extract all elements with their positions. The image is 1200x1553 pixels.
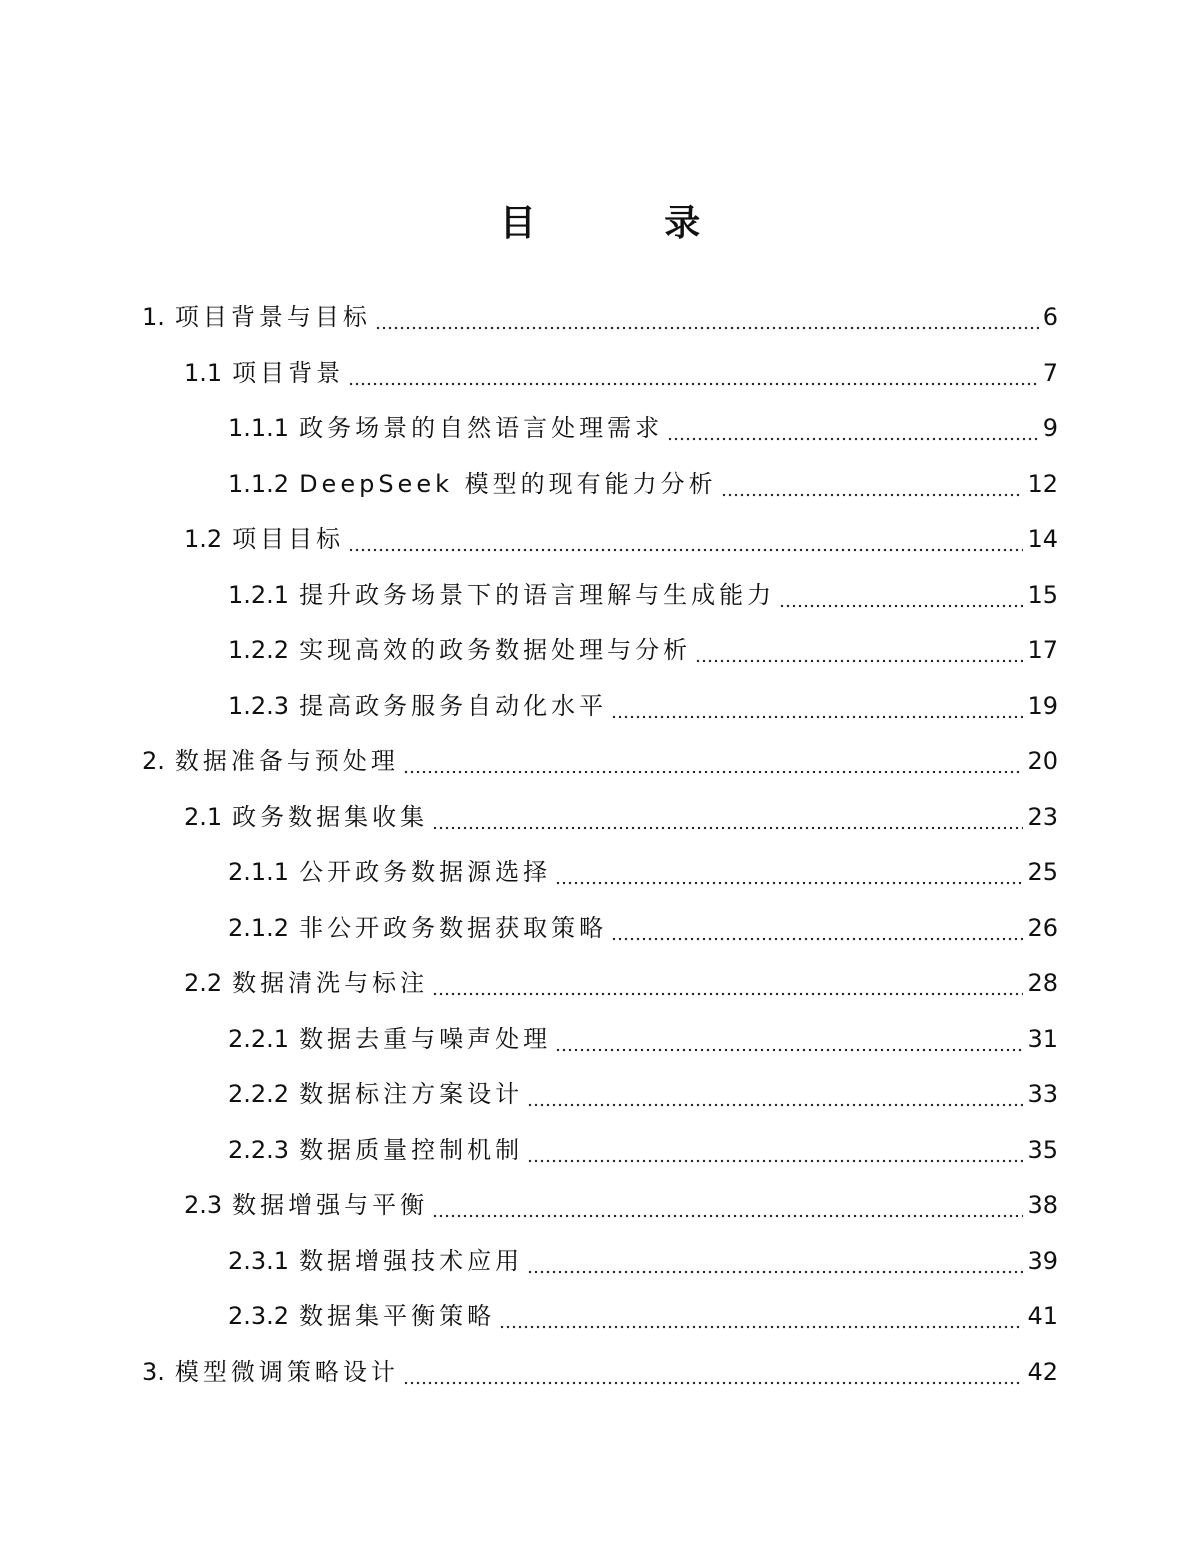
toc-entry-page-number: 31 (1027, 1024, 1058, 1053)
toc-entry-page-number: 17 (1027, 636, 1058, 664)
toc-entry[interactable] (228, 1125, 1058, 1165)
toc-entry[interactable] (228, 1291, 1058, 1331)
toc-entry-number: 1. (142, 303, 165, 331)
toc-dot-leader (667, 413, 1039, 443)
toc-dot-leader (432, 968, 1023, 998)
toc-entry-title: 政务数据集收集 (232, 802, 429, 831)
toc-entry-title: 数据准备与预处理 (174, 747, 399, 775)
page-title: 目 录 (499, 203, 759, 245)
toc-dot-leader (721, 469, 1024, 499)
toc-entry-page-number: 39 (1027, 1246, 1058, 1275)
toc-entry-title: 模型微调策略设计 (174, 1357, 399, 1386)
toc-entry-page-number: 28 (1027, 969, 1058, 997)
toc-entry[interactable] (184, 348, 1058, 388)
toc-entry-page-number: 42 (1027, 1357, 1058, 1386)
toc-entry[interactable] (228, 1014, 1058, 1054)
toc-entry-title: 公开政务数据源选择 (299, 858, 552, 886)
toc-entry-number: 1.2.3 (228, 691, 290, 720)
toc-entry-title: 项目目标 (232, 525, 345, 553)
toc-dot-leader (527, 1135, 1023, 1165)
toc-dot-leader (403, 1357, 1024, 1387)
toc-entry-title: 项目背景与目标 (174, 303, 371, 331)
toc-entry-page-number: 20 (1027, 747, 1058, 775)
toc-entry-page-number: 41 (1027, 1302, 1058, 1330)
toc-dot-leader (611, 691, 1023, 721)
toc-entry-page-number: 15 (1027, 580, 1058, 609)
toc-entry-title: 数据去重与噪声处理 (299, 1024, 552, 1053)
toc-entry[interactable] (228, 403, 1058, 443)
toc-entry[interactable] (184, 792, 1058, 832)
toc-entry-page-number: 9 (1042, 414, 1058, 442)
toc-entry-number: 2.2.2 (228, 1080, 290, 1108)
toc-dot-leader (375, 302, 1039, 332)
toc-entry[interactable] (228, 903, 1058, 943)
toc-dot-leader (555, 857, 1023, 887)
toc-entry-title: DeepSeek 模型的现有能力分析 (299, 469, 717, 498)
toc-entry-number: 2.2 (184, 969, 223, 997)
toc-entry-page-number: 26 (1027, 913, 1058, 942)
toc-dot-leader (527, 1079, 1023, 1109)
toc-entry-number: 2. (142, 747, 165, 775)
toc-entry-number: 1.2.1 (228, 580, 290, 609)
toc-entry[interactable] (184, 1180, 1058, 1220)
toc-dot-leader (432, 1190, 1023, 1220)
toc-entry-number: 2.3 (184, 1191, 223, 1219)
toc-entry-title: 数据质量控制机制 (299, 1135, 524, 1164)
toc-entry-number: 1.1 (184, 358, 223, 387)
toc-entry-number: 2.1.2 (228, 913, 290, 942)
toc-entry-page-number: 12 (1027, 469, 1058, 498)
toc-entry[interactable] (228, 459, 1058, 499)
toc-entry-number: 2.3.2 (228, 1302, 290, 1330)
toc-dot-leader (348, 358, 1039, 388)
toc-entry-page-number: 19 (1027, 691, 1058, 720)
toc-dot-leader (611, 913, 1023, 943)
toc-entry[interactable] (228, 1069, 1058, 1109)
toc-entry-number: 1.1.1 (228, 414, 290, 442)
toc-dot-leader (499, 1301, 1023, 1331)
toc-entry-title: 实现高效的政务数据处理与分析 (299, 636, 692, 664)
toc-entry-page-number: 14 (1027, 525, 1058, 553)
toc-entry-number: 3. (142, 1357, 165, 1386)
toc-entry[interactable] (228, 847, 1058, 887)
toc-dot-leader (432, 802, 1023, 832)
toc-entry[interactable] (184, 958, 1058, 998)
toc-entry-title: 政务场景的自然语言处理需求 (299, 414, 664, 442)
toc-dot-leader (527, 1246, 1023, 1276)
toc-entry[interactable] (228, 1236, 1058, 1276)
toc-dot-leader (779, 580, 1023, 610)
toc-entry-number: 2.1.1 (228, 858, 290, 886)
toc-entry-title: 提升政务场景下的语言理解与生成能力 (299, 580, 776, 609)
toc-entry[interactable] (142, 1347, 1058, 1387)
toc-entry-page-number: 25 (1027, 858, 1058, 886)
toc-entry-title: 非公开政务数据获取策略 (299, 913, 608, 942)
toc-entry-number: 2.1 (184, 802, 223, 831)
toc-entry-number: 1.2 (184, 525, 223, 553)
toc-entry[interactable] (228, 570, 1058, 610)
toc-dot-leader (695, 635, 1023, 665)
toc-entry[interactable] (142, 292, 1058, 332)
toc-entry-number: 2.2.1 (228, 1024, 290, 1053)
toc-entry-title: 数据标注方案设计 (299, 1080, 524, 1108)
toc-entry-title: 项目背景 (232, 358, 345, 387)
toc-entry-title: 数据增强技术应用 (299, 1246, 524, 1275)
toc-entry-title: 数据集平衡策略 (299, 1302, 496, 1330)
toc-entry-page-number: 6 (1042, 303, 1058, 331)
toc-entry-number: 1.2.2 (228, 636, 290, 664)
toc-entry-page-number: 7 (1042, 358, 1058, 387)
toc-entry-page-number: 23 (1027, 802, 1058, 831)
toc-entry-page-number: 38 (1027, 1191, 1058, 1219)
toc-dot-leader (348, 524, 1023, 554)
toc-dot-leader (403, 746, 1024, 776)
toc-entry[interactable] (228, 681, 1058, 721)
toc-entry-title: 数据清洗与标注 (232, 969, 429, 997)
toc-entry-title: 数据增强与平衡 (232, 1191, 429, 1219)
toc-entry-title: 提高政务服务自动化水平 (299, 691, 608, 720)
toc-entry-page-number: 33 (1027, 1080, 1058, 1108)
toc-entry[interactable] (228, 625, 1058, 665)
toc-dot-leader (555, 1024, 1023, 1054)
toc-entry-page-number: 35 (1027, 1135, 1058, 1164)
toc-entry-number: 2.2.3 (228, 1135, 290, 1164)
toc-entry-number: 1.1.2 (228, 469, 290, 498)
toc-entry-number: 2.3.1 (228, 1246, 290, 1275)
toc-entry[interactable] (142, 736, 1058, 776)
toc-entry[interactable] (184, 514, 1058, 554)
